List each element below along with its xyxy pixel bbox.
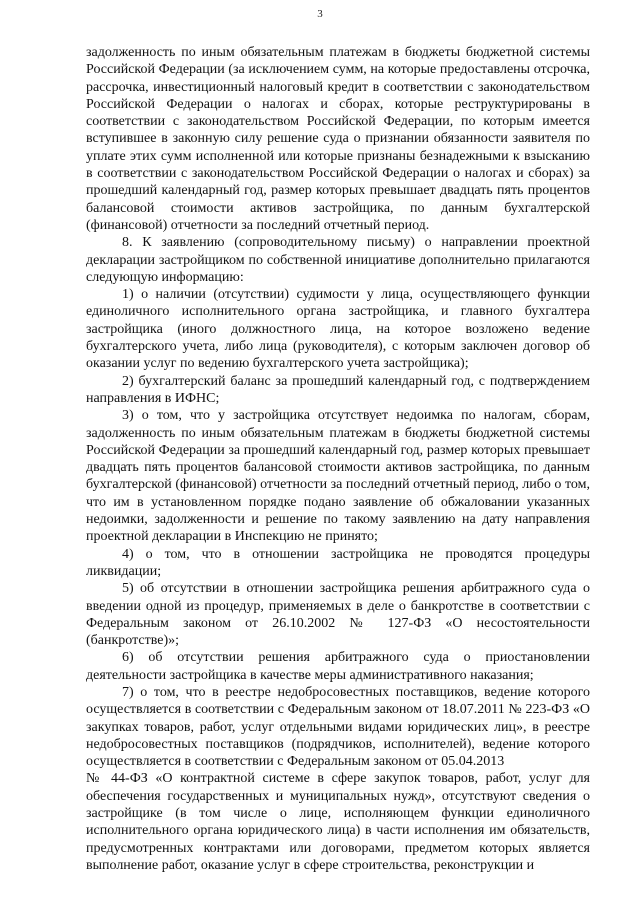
paragraph-subitem-6: 6) об отсутствии решения арбитражного суда о приостановлении деятельности застройщика в качестве меры административного наказания; <box>86 650 590 683</box>
document-body <box>86 44 590 874</box>
paragraph-subitem-7-continuation: № 44-ФЗ «О контрактной системе в сфере закупок товаров, работ, услуг для обеспечения государственных и муниципальных нужд», отсутствуют сведения о застройщике (в том числе о лице, исполняющем функции единоличного исполнительного органа юридического лица) в части исполнения им обязательств, предусмотренных контрактами или договорами, предметом которых является выполнение работ, оказание услуг в сфере строительства, реконструкции и <box>86 771 590 873</box>
paragraph-item-8: 8. К заявлению (сопроводительному письму) о направлении проектной декларации застройщиком по собственной инициативе дополнительно прилагаются следующую информацию: <box>86 235 590 285</box>
paragraph-subitem-4: 4) о том, что в отношении застройщика не проводятся процедуры ликвидации; <box>86 546 590 579</box>
paragraph-debt-continuation: задолженность по иным обязательным платежам в бюджеты бюджетной системы Российской Федерации (за исключением сумм, на которые предоставлены отсрочка, рассрочка, инвестиционный налоговый кредит в соответствии с законодательством Российской Федерации о налогах и сборах, которые реструктурированы в соответствии с законодательством Российской Федерации, по которым имеется вступившее в законную силу решение суда о признании обязанности заявителя по уплате этих сумм исполненной или которые признаны безнадежными к взысканию в соответствии с законодательством Российской Федерации о налогах и сборах) за прошедший календарный год, размер которых превышает двадцать пять процентов балансовой стоимости активов застройщика, по данным бухгалтерской (финансовой) отчетности за последний отчетный период. <box>86 45 590 233</box>
page-number: 3 <box>317 8 323 20</box>
paragraph-subitem-1: 1) о наличии (отсутствии) судимости у лица, осуществляющего функции единоличного исполнительного органа застройщика, и главного бухгалтера застройщика (иного должностного лица, на которое возложено ведение бухгалтерского учета, либо лица (руководителя), с которым заключен договор об оказании услуг по ведению бухгалтерского учета застройщика); <box>86 287 590 372</box>
paragraph-subitem-3: 3) о том, что у застройщика отсутствует недоимка по налогам, сборам, задолженность по иным обязательным платежам в бюджеты бюджетной системы Российской Федерации за прошедший календарный год, размер которых превышает двадцать пять процентов балансовой стоимости активов застройщика, по данным бухгалтерской (финансовой) отчетности за последний отчетный период, либо о том, что им в установленном порядке подано заявление об обжаловании указанных недоимки, задолженности и решение по такому заявлению на дату направления проектной декларации в Инспекцию не принято; <box>86 408 590 545</box>
paragraph-subitem-2: 2) бухгалтерский баланс за прошедший календарный год, с подтверждением направления в ИФНС; <box>86 373 590 406</box>
paragraph-subitem-5: 5) об отсутствии в отношении застройщика решения арбитражного суда о введении одной из процедур, применяемых в деле о банкротстве в соответствии с Федеральным законом от 26.10.2002 № 127-ФЗ «О несостоятельности (банкротстве)»; <box>86 581 590 649</box>
paragraph-subitem-7: 7) о том, что в реестре недобросовестных поставщиков, ведение которого осуществляется в соответствии с Федеральным законом от 18.07.2011 № 223-ФЗ «О закупках товаров, работ, услуг отдельными видами юридических лиц», в реестре недобросовестных поставщиков (подрядчиков, исполнителей), ведение которого осуществляется в соответствии с Федеральным законом от 05.04.2013 <box>86 684 590 770</box>
